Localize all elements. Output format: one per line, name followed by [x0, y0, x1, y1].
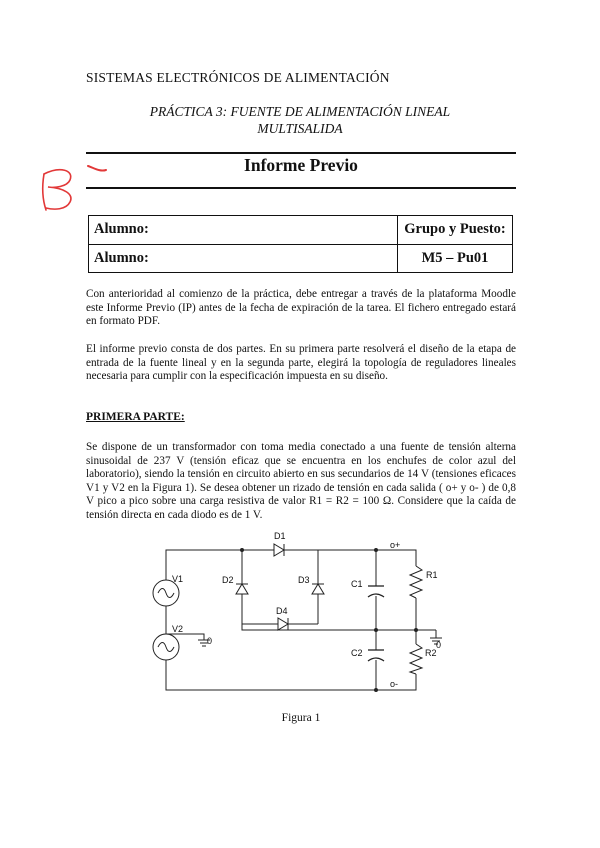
label-v1: V1: [172, 574, 184, 584]
student-row-2: [89, 244, 513, 273]
figure-caption: Figura 1: [281, 712, 321, 724]
label-c1: C1: [351, 579, 363, 589]
r1-top-wire: [376, 550, 416, 566]
bottom-rule: [86, 187, 516, 189]
label-d3: D3: [298, 575, 310, 585]
resistor-r1: [410, 566, 422, 598]
label-r2: R2: [425, 648, 437, 658]
intro-paragraph: Con anterioridad al comienzo de la práctica, debe entregar a través de la plataforma Moodle este Informe Previo (IP) antes de la fecha de expiración de la tarea. El fichero entregado estará en formato PDF.: [86, 288, 516, 328]
structure-paragraph: El informe previo consta de dos partes. En su primera parte resolverá el diseño de la etapa de entrada de la fuente lineal y en la segunda parte, elegirá la topología de reguladores lineales necesaria para cumplir con la especificación impuesta en su diseño.: [86, 343, 516, 383]
junction-bottom: [374, 688, 378, 692]
diode-d3: [312, 584, 324, 594]
report-title: Informe Previo: [244, 155, 358, 175]
label-d1: D1: [274, 531, 286, 541]
junction-top-left: [240, 548, 244, 552]
student-table: [88, 215, 513, 273]
junction-top-right: [374, 548, 378, 552]
label-out-neg: o-: [390, 679, 399, 689]
circuit-diagram: [146, 526, 466, 700]
diode-d2: [236, 584, 248, 594]
label-d4: D4: [276, 606, 288, 616]
handwritten-grade-mark: [30, 160, 120, 212]
label-ground-v: 0: [207, 636, 213, 646]
capacitor-c2: [368, 650, 384, 661]
junction-mid-r: [414, 628, 418, 632]
group-value: M5 – Pu01: [398, 244, 513, 273]
bottom-return-wire: [166, 660, 376, 690]
student-row-1: [89, 216, 513, 245]
junction-mid: [374, 628, 378, 632]
label-c2: C2: [351, 648, 363, 658]
label-out-pos: o+: [390, 540, 401, 550]
top-rule: [86, 152, 516, 154]
group-label: Grupo y Puesto:: [398, 216, 513, 245]
practice-title-line1: PRÁCTICA 3: FUENTE DE ALIMENTACIÓN LINEAL: [149, 104, 451, 119]
label-r1: R1: [426, 570, 438, 580]
part1-paragraph: Se dispone de un transformador con toma media conectado a una fuente de tensión alterna sinusoidal de 237 V (tensión eficaz que se encuentra en los enchufes de color azul del laboratorio), siendo la tensión en circuito abierto en sus secundarios de 14 V (tensiones eficaces V1 y V2 en la Figura 1). Se desea obtener un rizado de tensión en cada salida ( o+ y o- ) de 0,8 V pico a pico sobre una carga resistiva de valor R1 = R2 = 100 Ω. Considere que la caída de tensión directa en cada diodo es de 1 V.: [86, 441, 516, 521]
source-v2: [153, 634, 179, 660]
label-v2: V2: [172, 624, 184, 634]
part1-heading: PRIMERA PARTE:: [86, 411, 185, 423]
practice-title-line2: MULTISALIDA: [257, 121, 343, 136]
student-name-label-2: Alumno:: [89, 244, 398, 273]
label-ground-r: 0: [436, 640, 442, 650]
diode-d4: [278, 618, 288, 630]
label-d2: D2: [222, 575, 234, 585]
capacitor-c1: [368, 586, 384, 597]
diode-d1: [274, 544, 284, 556]
resistor-r2: [410, 644, 422, 674]
practice-title: [90, 103, 510, 137]
student-name-label-1: Alumno:: [89, 216, 398, 245]
course-title: SISTEMAS ELECTRÓNICOS DE ALIMENTACIÓN: [86, 70, 390, 85]
